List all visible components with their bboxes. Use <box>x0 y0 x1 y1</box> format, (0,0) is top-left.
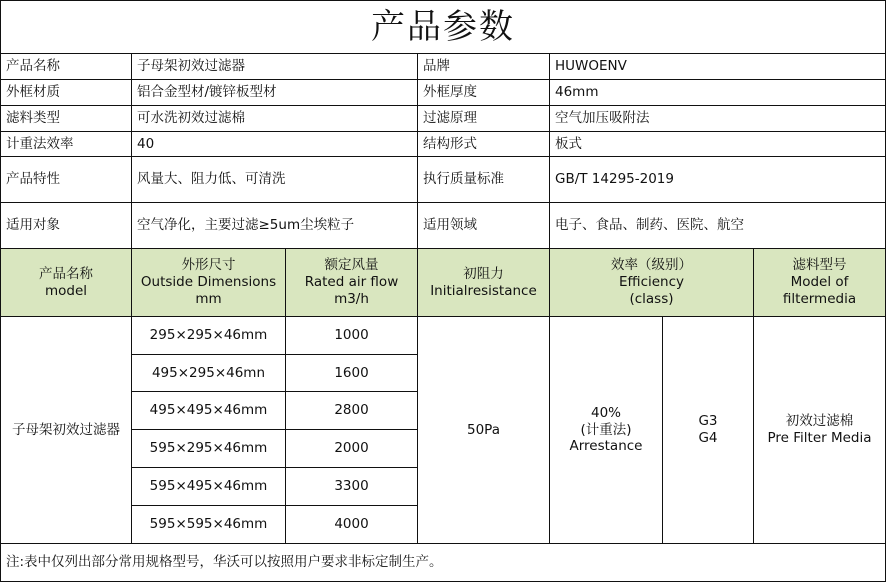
arrestance-method: (计重法) <box>580 421 632 438</box>
header-efficiency-class: (class) <box>629 290 674 307</box>
value-frame-material: 铝合金型材/镀锌板型材 <box>131 79 418 106</box>
label-filter-principle: 过滤原理 <box>417 105 550 132</box>
size-dim-1: 295×295×46mm <box>131 316 286 355</box>
header-airflow-cn: 额定风量 <box>324 257 379 274</box>
header-model <box>0 248 132 317</box>
header-dimensions-cn: 外形尺寸 <box>181 257 236 274</box>
size-flow-3: 2800 <box>285 391 418 430</box>
size-flow-4: 2000 <box>285 429 418 468</box>
value-applicable-fields: 电子、食品、制药、医院、航空 <box>549 202 886 249</box>
size-flow-5: 3300 <box>285 467 418 506</box>
value-media-type: 可水洗初效过滤棉 <box>131 105 418 132</box>
header-airflow-en: Rated air flow <box>304 274 399 291</box>
header-resistance-cn: 初阻力 <box>463 265 504 282</box>
label-product-name: 产品名称 <box>0 53 132 80</box>
grade-cell <box>662 316 754 544</box>
header-resistance <box>417 248 550 317</box>
label-applicable-objects: 适用对象 <box>0 202 132 249</box>
size-flow-6: 4000 <box>285 505 418 544</box>
value-filter-principle: 空气加压吸附法 <box>549 105 886 132</box>
value-product-name: 子母架初效过滤器 <box>131 53 418 80</box>
value-quality-standard: GB/T 14295-2019 <box>549 156 886 203</box>
media-cell <box>753 316 886 544</box>
arrestance-value: 40% <box>590 404 621 421</box>
label-gravimetric-efficiency: 计重法效率 <box>0 131 132 157</box>
size-dim-3: 495×495×46mm <box>131 391 286 430</box>
label-media-type: 滤料类型 <box>0 105 132 132</box>
value-gravimetric-efficiency: 40 <box>131 131 418 157</box>
value-product-features: 风量大、阻力低、可清洗 <box>131 156 418 203</box>
media-en: Pre Filter Media <box>767 430 872 446</box>
size-flow-1: 1000 <box>285 316 418 355</box>
resistance-cell: 50Pa <box>417 316 550 544</box>
size-dim-4: 595×295×46mm <box>131 429 286 468</box>
header-media-en1: Model of <box>790 274 849 291</box>
header-efficiency <box>549 248 754 317</box>
value-structure: 板式 <box>549 131 886 157</box>
header-airflow-unit: m3/h <box>334 290 369 307</box>
label-structure: 结构形式 <box>417 131 550 157</box>
footer-note: 注:表中仅列出部分常用规格型号，华沃可以按照用户要求非标定制生产。 <box>0 543 886 582</box>
label-frame-material: 外框材质 <box>0 79 132 106</box>
value-brand: HUWOENV <box>549 53 886 80</box>
header-media-en2: filtermedia <box>782 290 857 307</box>
label-brand: 品牌 <box>417 53 550 80</box>
size-dim-6: 595×595×46mm <box>131 505 286 544</box>
header-dimensions <box>131 248 286 317</box>
value-frame-thickness: 46mm <box>549 79 886 106</box>
value-applicable-objects: 空气净化，主要过滤≥5um尘埃粒子 <box>131 202 418 249</box>
label-applicable-fields: 适用领域 <box>417 202 550 249</box>
header-efficiency-cn: 效率（级别） <box>611 257 692 274</box>
arrestance-cell <box>549 316 663 544</box>
header-model-cn: 产品名称 <box>39 265 93 282</box>
size-flow-2: 1600 <box>285 354 418 392</box>
grade-2: G4 <box>698 430 718 446</box>
grade-1: G3 <box>698 413 718 430</box>
header-dimensions-unit: mm <box>195 290 222 307</box>
size-dim-5: 595×495×46mm <box>131 467 286 506</box>
header-media-cn: 滤料型号 <box>792 257 847 274</box>
header-model-en: model <box>44 282 88 299</box>
label-product-features: 产品特性 <box>0 156 132 203</box>
header-resistance-en: Initialresistance <box>430 282 537 299</box>
label-frame-thickness: 外框厚度 <box>417 79 550 106</box>
page-title: 产品参数 <box>0 0 886 54</box>
header-efficiency-en: Efficiency <box>618 274 685 291</box>
size-dim-2: 495×295×46mn <box>131 354 286 392</box>
product-name-cell: 子母架初效过滤器 <box>0 316 132 544</box>
label-quality-standard: 执行质量标准 <box>417 156 550 203</box>
header-airflow <box>285 248 418 317</box>
header-dimensions-en: Outside Dimensions <box>140 274 277 291</box>
header-media <box>753 248 886 317</box>
media-cn: 初效过滤棉 <box>785 413 854 430</box>
arrestance-label: Arrestance <box>569 438 643 455</box>
